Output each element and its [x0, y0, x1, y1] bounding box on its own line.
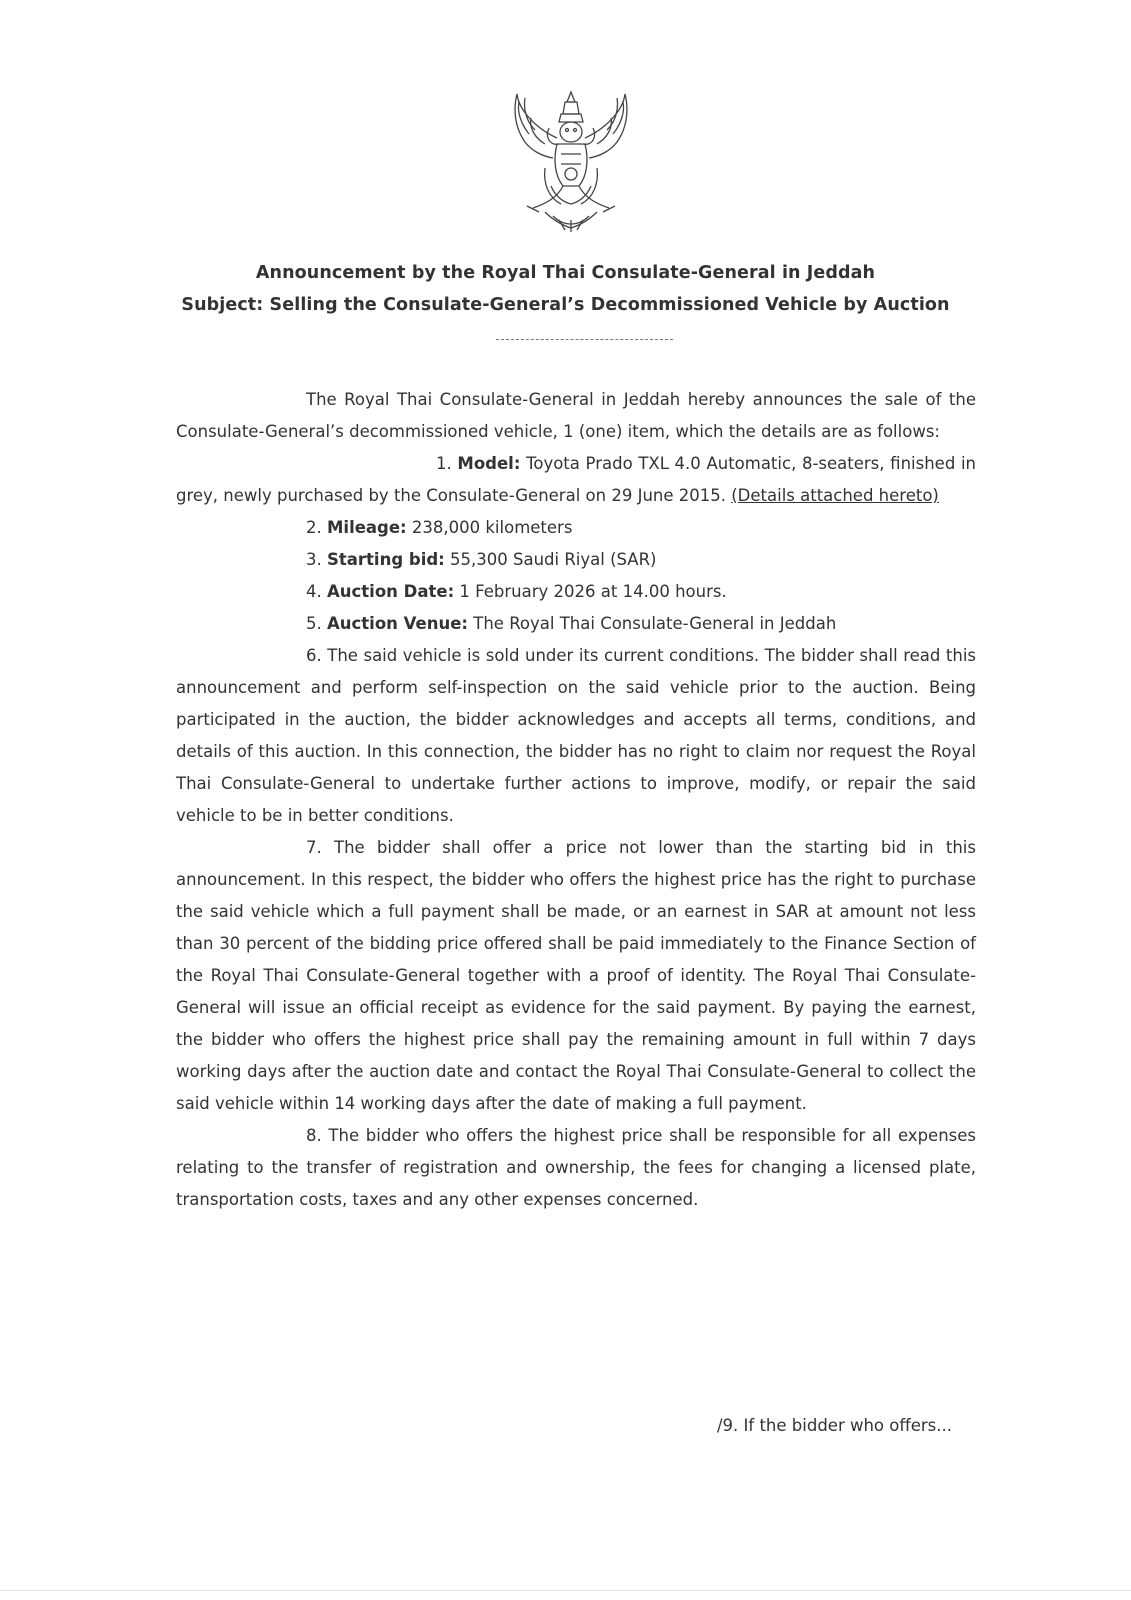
item-label: Auction Venue: [327, 614, 469, 633]
document-body [176, 384, 976, 1216]
item-number: 2. [306, 518, 322, 537]
announcement-title: Announcement by the Royal Thai Consulate-General in Jeddah [255, 263, 876, 283]
garuda-emblem-icon [505, 88, 637, 233]
paragraph-6: 6. The said vehicle is sold under its current conditions. The bidder shall read this announcement and perform self-inspection on the said vehicle prior to the auction. Being participated in the auction, the bidder acknowledges and accepts all terms, conditions, and details of this auction. In this connection, the bidder has no right to claim nor request the Royal Thai Consulate-General to undertake further actions to improve, modify, or repair the said vehicle to be in better conditions. [176, 646, 976, 825]
item-label: Model: [457, 454, 521, 473]
item-label: Starting bid: [327, 550, 445, 569]
continuation-note: /9. If the bidder who offers... [717, 1416, 952, 1435]
item-text: The Royal Thai Consulate-General in Jeddah [468, 614, 837, 633]
item-text: 55,300 Saudi Riyal (SAR) [444, 550, 657, 569]
item-text: 1 February 2026 at 14.00 hours. [454, 582, 727, 601]
page-edge-line [0, 1590, 1131, 1591]
details-attached-link[interactable]: (Details attached hereto) [731, 486, 939, 505]
item-number: 3. [306, 550, 322, 569]
title-separator [496, 339, 673, 340]
item-text: Toyota Prado TXL 4.0 Automatic, 8-seaters, finished in grey, newly purchased by the Consulate-General on 29 June 2015. [176, 454, 976, 505]
list-item-auction-date [176, 576, 976, 608]
paragraph-7: 7. The bidder shall offer a price not lower than the starting bid in this announcement. In this respect, the bidder who offers the highest price has the right to purchase the said vehicle which a full payment shall be made, or an earnest in SAR at amount not less than 30 percent of the bidding price offered shall be paid immediately to the Finance Section of the Royal Thai Consulate-General together with a proof of identity. The Royal Thai Consulate-General will issue an official receipt as evidence for the said payment. By paying the earnest, the bidder who offers the highest price shall pay the remaining amount in full within 7 days working days after the auction date and contact the Royal Thai Consulate-General to collect the said vehicle within 14 working days after the date of making a full payment. [176, 838, 976, 1113]
announcement-subject: Subject: Selling the Consulate-General’s Decommissioned Vehicle by Auction [181, 295, 950, 315]
item-label: Auction Date: [327, 582, 455, 601]
item-number: 4. [306, 582, 322, 601]
item-number: 1. [436, 454, 452, 473]
item-label: Mileage: [327, 518, 407, 537]
list-item-auction-venue [176, 608, 976, 640]
list-item-mileage [176, 512, 976, 544]
item-text: 238,000 kilometers [406, 518, 573, 537]
list-item-model [176, 448, 976, 512]
intro-paragraph: The Royal Thai Consulate-General in Jeddah hereby announces the sale of the Consulate-General’s decommissioned vehicle, 1 (one) item, which the details are as follows: [176, 390, 976, 441]
list-item-starting-bid [176, 544, 976, 576]
item-number: 5. [306, 614, 322, 633]
paragraph-8: 8. The bidder who offers the highest price shall be responsible for all expenses relating to the transfer of registration and ownership, the fees for changing a licensed plate, transportation costs, taxes and any other expenses concerned. [176, 1126, 976, 1209]
